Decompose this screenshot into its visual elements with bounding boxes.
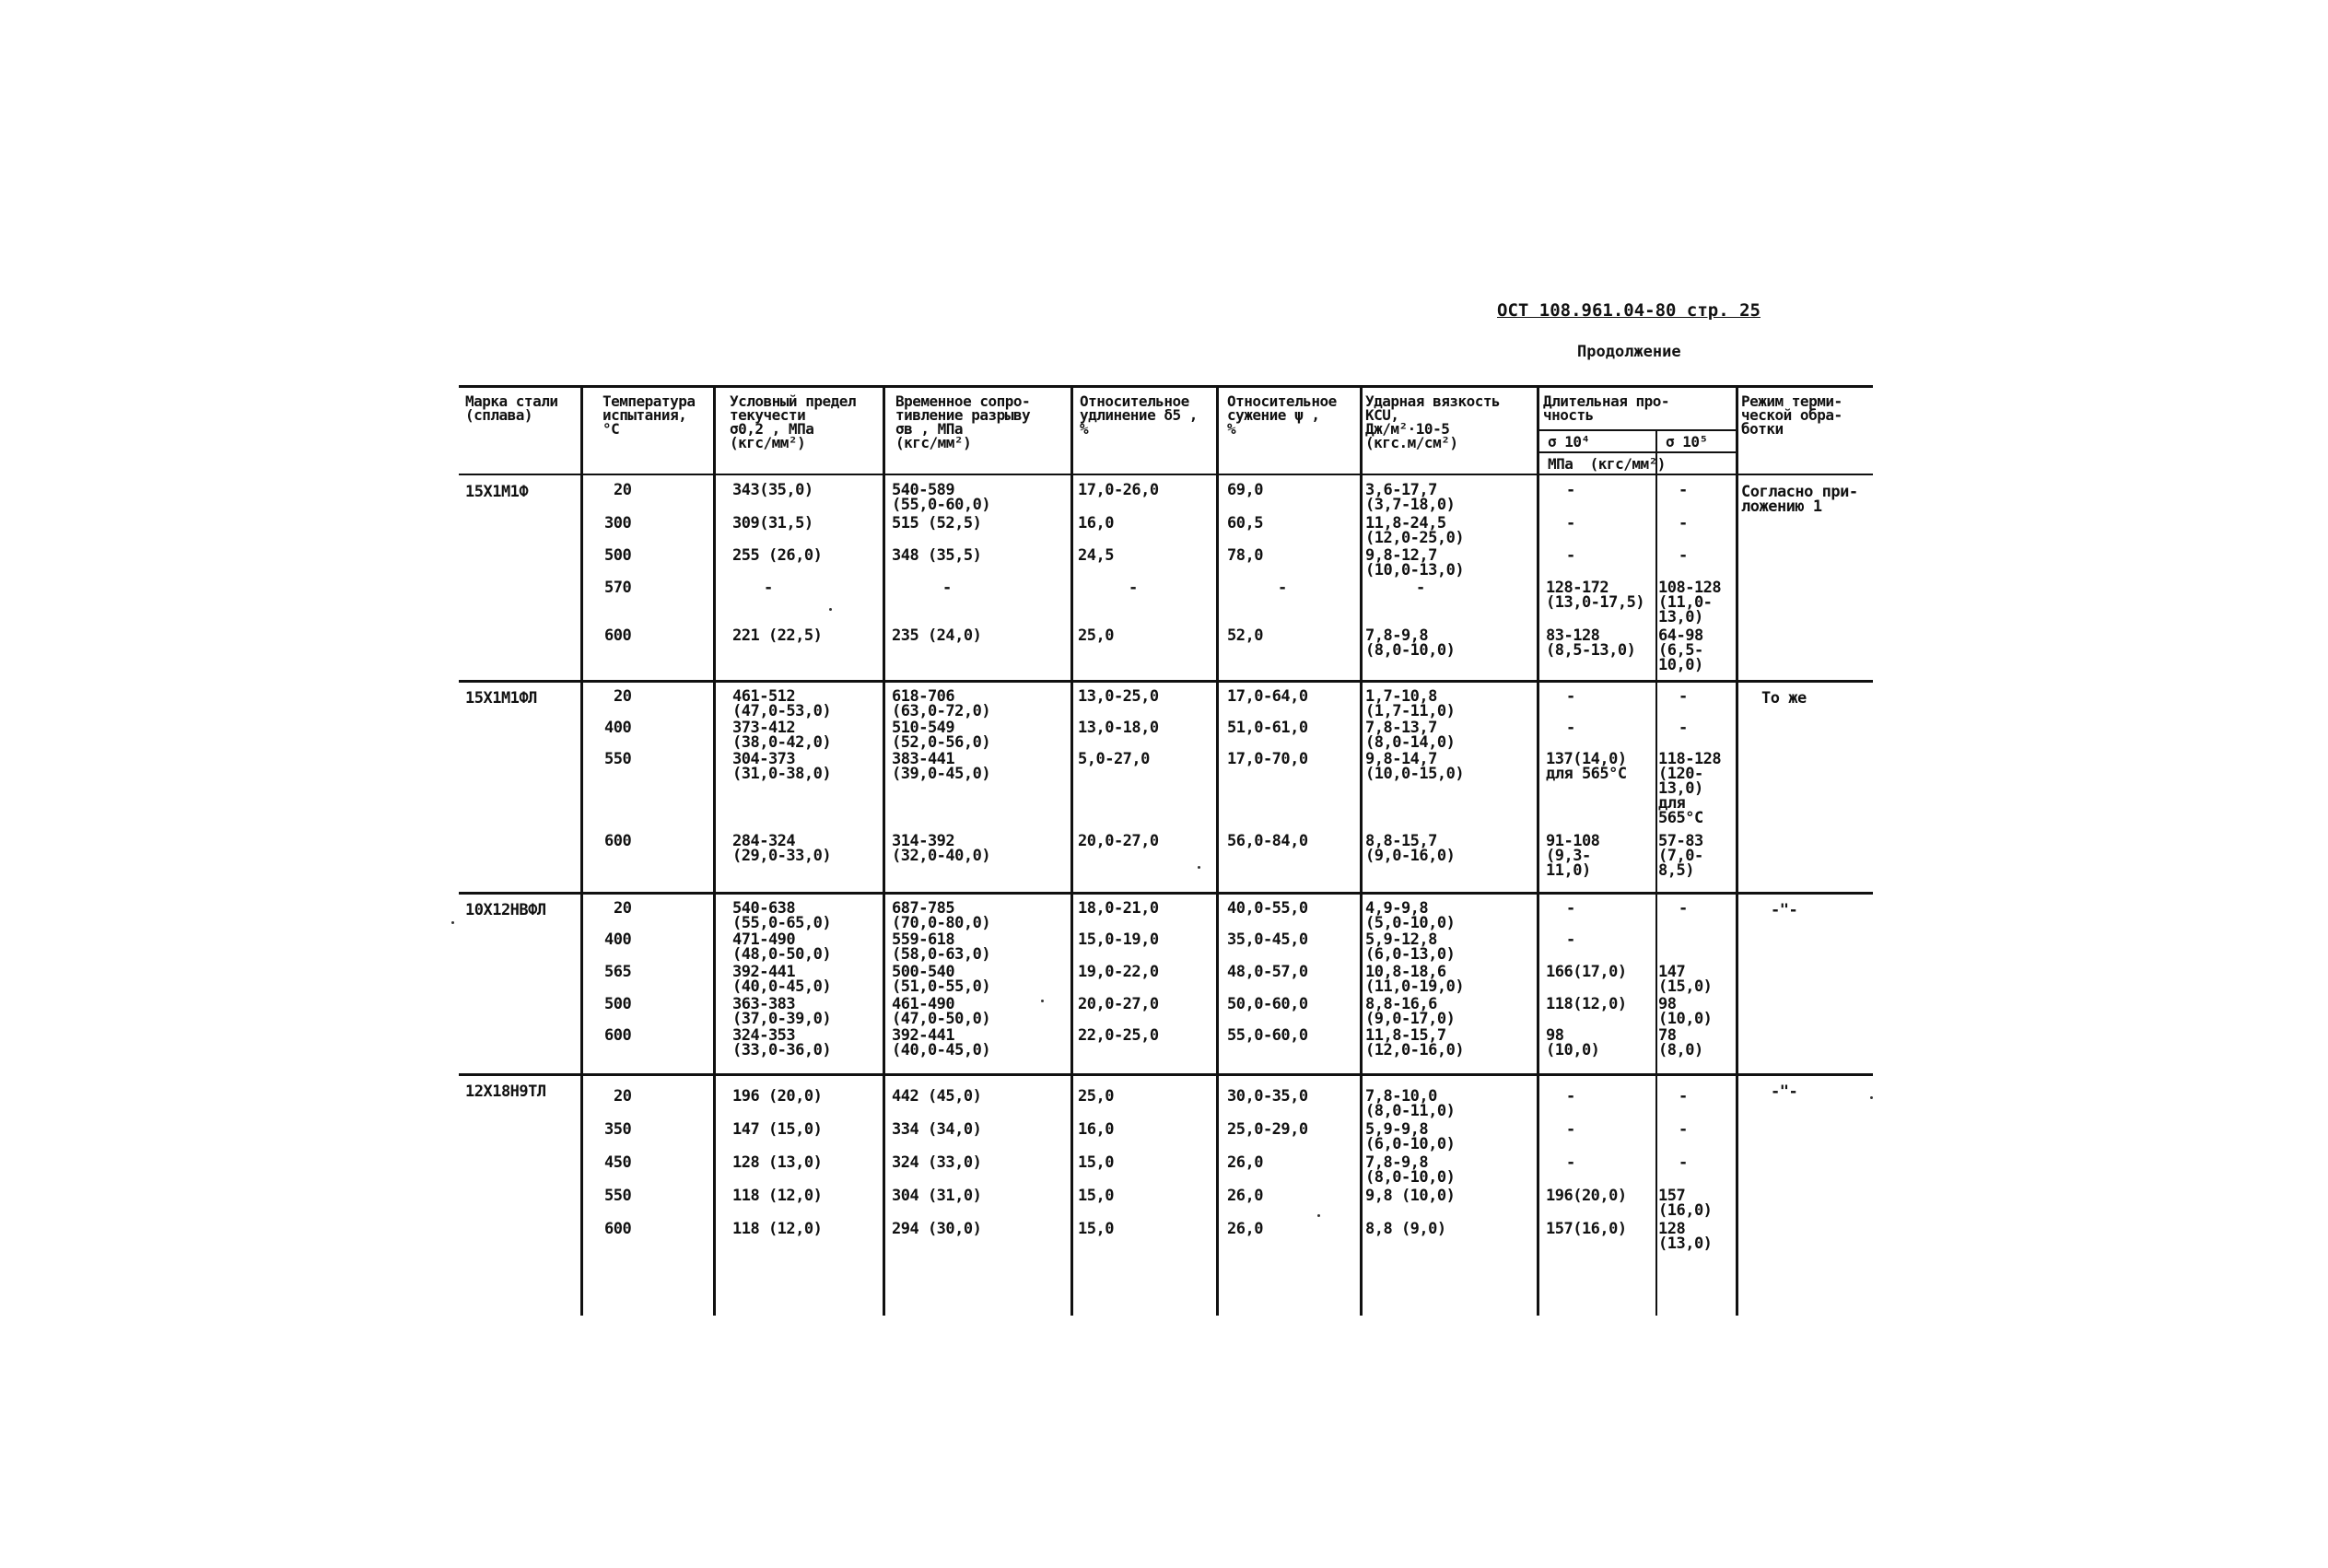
- longterm-strength-1e5: 108-128 (11,0- 13,0): [1658, 579, 1722, 626]
- header-impact: Ударная вязкость KCU, Дж/м²·10-5 (кгс.м/см²): [1365, 392, 1501, 451]
- longterm-strength-1e5: -: [1679, 1087, 1688, 1106]
- longterm-strength-1e4: -: [1566, 1120, 1575, 1139]
- header-grade: Марка стали (сплава): [465, 392, 558, 424]
- longterm-strength-1e4: -: [1566, 1087, 1575, 1106]
- steel-grade: 15Х1М1Ф: [465, 483, 529, 501]
- contraction: 52,0: [1227, 626, 1263, 645]
- header-temperature: Температура испытания, °С: [602, 392, 696, 438]
- longterm-strength-1e4: 166(17,0): [1546, 963, 1627, 981]
- impact-toughness: 8,8 (9,0): [1365, 1220, 1446, 1238]
- scan-speck: [1041, 1000, 1044, 1002]
- longterm-strength-1e5: 64-98 (6,5- 10,0): [1658, 626, 1703, 674]
- longterm-strength-1e5: 98 (10,0): [1658, 995, 1713, 1028]
- group-separator-1: [459, 680, 1873, 683]
- contraction: 48,0-57,0: [1227, 963, 1308, 981]
- elongation: 22,0-25,0: [1078, 1026, 1159, 1045]
- tensile-strength: 235 (24,0): [892, 626, 982, 645]
- contraction: 51,0-61,0: [1227, 719, 1308, 737]
- impact-toughness: 11,8-15,7 (12,0-16,0): [1365, 1026, 1465, 1059]
- test-temperature: 550: [604, 750, 632, 768]
- test-temperature: 20: [614, 687, 632, 706]
- steel-grade: 15Х1М1ФЛ: [465, 689, 537, 708]
- continuation-label: Продолжение: [1577, 343, 1681, 361]
- col-divider-heat: [1736, 385, 1738, 1316]
- longterm-strength-1e4: -: [1566, 719, 1575, 737]
- contraction: 78,0: [1227, 546, 1263, 565]
- col-divider-contr: [1216, 385, 1219, 1316]
- elongation: -: [1129, 579, 1138, 597]
- longterm-strength-1e5: 57-83 (7,0- 8,5): [1658, 832, 1703, 880]
- heat-treatment: -"-: [1771, 1082, 1798, 1101]
- impact-toughness: 8,8-15,7 (9,0-16,0): [1365, 832, 1456, 865]
- elongation: 13,0-18,0: [1078, 719, 1159, 737]
- elongation: 17,0-26,0: [1078, 481, 1159, 499]
- longterm-strength-1e4: 157(16,0): [1546, 1220, 1627, 1238]
- longterm-subheader-line-1: [1538, 429, 1737, 431]
- test-temperature: 600: [604, 626, 632, 645]
- test-temperature: 600: [604, 1220, 632, 1238]
- longterm-strength-1e4: -: [1566, 687, 1575, 706]
- tensile-strength: 392-441 (40,0-45,0): [892, 1026, 991, 1059]
- longterm-strength-1e5: -: [1679, 687, 1688, 706]
- elongation: 13,0-25,0: [1078, 687, 1159, 706]
- header-lt-units: МПа (кгс/мм²): [1548, 455, 1666, 473]
- longterm-strength-1e4: 137(14,0) для 565°С: [1546, 750, 1627, 783]
- scan-speck: [451, 921, 454, 924]
- longterm-strength-1e5: 128 (13,0): [1658, 1220, 1713, 1253]
- header-bottom-border: [459, 474, 1873, 475]
- scan-speck: [1198, 866, 1200, 869]
- test-temperature: 500: [604, 995, 632, 1013]
- yield-strength: 309(31,5): [732, 514, 813, 532]
- longterm-strength-1e5: 78 (8,0): [1658, 1026, 1703, 1059]
- tensile-strength: 515 (52,5): [892, 514, 982, 532]
- yield-strength: 324-353 (33,0-36,0): [732, 1026, 832, 1059]
- longterm-strength-1e5: -: [1679, 1120, 1688, 1139]
- longterm-strength-1e4: -: [1566, 481, 1575, 499]
- test-temperature: 20: [614, 481, 632, 499]
- longterm-strength-1e5: -: [1679, 546, 1688, 565]
- tensile-strength: 687-785 (70,0-80,0): [892, 899, 991, 932]
- longterm-strength-1e4: -: [1566, 899, 1575, 918]
- longterm-subcolumn-divider: [1655, 429, 1657, 451]
- impact-toughness: 10,8-18,6 (11,0-19,0): [1365, 963, 1465, 996]
- yield-strength: 540-638 (55,0-65,0): [732, 899, 832, 932]
- impact-toughness: 9,8-12,7 (10,0-13,0): [1365, 546, 1465, 579]
- yield-strength: 118 (12,0): [732, 1187, 823, 1205]
- header-elongation: Относительное удлинение δ5 , %: [1080, 392, 1198, 438]
- yield-strength: -: [764, 579, 773, 597]
- contraction: 26,0: [1227, 1187, 1263, 1205]
- contraction: 17,0-64,0: [1227, 687, 1308, 706]
- yield-strength: 284-324 (29,0-33,0): [732, 832, 832, 865]
- yield-strength: 343(35,0): [732, 481, 813, 499]
- elongation: 20,0-27,0: [1078, 995, 1159, 1013]
- impact-toughness: 7,8-9,8 (8,0-10,0): [1365, 626, 1456, 660]
- contraction: 30,0-35,0: [1227, 1087, 1308, 1106]
- steel-grade: 12Х18Н9ТЛ: [465, 1082, 546, 1101]
- longterm-strength-1e5: 157 (16,0): [1658, 1187, 1713, 1220]
- elongation: 19,0-22,0: [1078, 963, 1159, 981]
- longterm-strength-1e5: 147 (15,0): [1658, 963, 1713, 996]
- elongation: 24,5: [1078, 546, 1114, 565]
- contraction: 55,0-60,0: [1227, 1026, 1308, 1045]
- col-divider-tensile: [883, 385, 885, 1316]
- impact-toughness: 5,9-9,8 (6,0-10,0): [1365, 1120, 1456, 1153]
- elongation: 25,0: [1078, 1087, 1114, 1106]
- impact-toughness: 9,8 (10,0): [1365, 1187, 1456, 1205]
- tensile-strength: 618-706 (63,0-72,0): [892, 687, 991, 720]
- longterm-strength-1e4: 98 (10,0): [1546, 1026, 1600, 1059]
- yield-strength: 373-412 (38,0-42,0): [732, 719, 832, 752]
- yield-strength: 304-373 (31,0-38,0): [732, 750, 832, 783]
- elongation: 20,0-27,0: [1078, 832, 1159, 850]
- longterm-strength-1e5: 118-128 (120- 13,0) для 565°С: [1658, 750, 1722, 827]
- col-divider-elong: [1070, 385, 1073, 1316]
- tensile-strength: 294 (30,0): [892, 1220, 982, 1238]
- tensile-strength: 304 (31,0): [892, 1187, 982, 1205]
- header-longterm: Длительная про- чность: [1543, 392, 1669, 424]
- test-temperature: 20: [614, 1087, 632, 1106]
- impact-toughness: 7,8-13,7 (8,0-14,0): [1365, 719, 1456, 752]
- impact-toughness: 5,9-12,8 (6,0-13,0): [1365, 930, 1456, 964]
- tensile-strength: 559-618 (58,0-63,0): [892, 930, 991, 964]
- contraction: 26,0: [1227, 1153, 1263, 1172]
- impact-toughness: 11,8-24,5 (12,0-25,0): [1365, 514, 1465, 547]
- yield-strength: 221 (22,5): [732, 626, 823, 645]
- col-divider-longterm: [1537, 385, 1539, 1316]
- longterm-strength-1e4: -: [1566, 1153, 1575, 1172]
- scan-speck: [829, 608, 832, 611]
- yield-strength: 392-441 (40,0-45,0): [732, 963, 832, 996]
- heat-treatment: Согласно при- ложению 1: [1741, 483, 1858, 516]
- impact-toughness: 1,7-10,8 (1,7-11,0): [1365, 687, 1456, 720]
- contraction: 26,0: [1227, 1220, 1263, 1238]
- impact-toughness: 7,8-10,0 (8,0-11,0): [1365, 1087, 1456, 1120]
- tensile-strength: 510-549 (52,0-56,0): [892, 719, 991, 752]
- yield-strength: 255 (26,0): [732, 546, 823, 565]
- elongation: 18,0-21,0: [1078, 899, 1159, 918]
- elongation: 25,0: [1078, 626, 1114, 645]
- longterm-strength-1e4: 128-172 (13,0-17,5): [1546, 579, 1645, 612]
- tensile-strength: 461-490 (47,0-50,0): [892, 995, 991, 1028]
- contraction: 69,0: [1227, 481, 1263, 499]
- test-temperature: 450: [604, 1153, 632, 1172]
- contraction: 17,0-70,0: [1227, 750, 1308, 768]
- header-heat-treatment: Режим терми- ческой обра- ботки: [1741, 392, 1843, 438]
- contraction: 25,0-29,0: [1227, 1120, 1308, 1139]
- yield-strength: 471-490 (48,0-50,0): [732, 930, 832, 964]
- test-temperature: 500: [604, 546, 632, 565]
- tensile-strength: 334 (34,0): [892, 1120, 982, 1139]
- longterm-strength-1e4: 196(20,0): [1546, 1187, 1627, 1205]
- heat-treatment: То же: [1761, 689, 1807, 708]
- longterm-strength-1e4: -: [1566, 930, 1575, 949]
- longterm-strength-1e5: -: [1679, 481, 1688, 499]
- longterm-strength-1e5: -: [1679, 514, 1688, 532]
- header-yield-strength: Условный предел текучести σ0,2 , МПа (кгс/мм²): [730, 392, 856, 451]
- elongation: 15,0: [1078, 1220, 1114, 1238]
- group-separator-3: [459, 1073, 1873, 1076]
- tensile-strength: 348 (35,5): [892, 546, 982, 565]
- yield-strength: 461-512 (47,0-53,0): [732, 687, 832, 720]
- scan-speck: [1317, 1214, 1320, 1217]
- elongation: 16,0: [1078, 1120, 1114, 1139]
- longterm-strength-1e5: -: [1679, 899, 1688, 918]
- test-temperature: 600: [604, 832, 632, 850]
- scan-speck: [1870, 1096, 1873, 1099]
- elongation: 15,0-19,0: [1078, 930, 1159, 949]
- contraction: 60,5: [1227, 514, 1263, 532]
- longterm-strength-1e5: -: [1679, 1153, 1688, 1172]
- contraction: 35,0-45,0: [1227, 930, 1308, 949]
- group-separator-2: [459, 892, 1873, 895]
- tensile-strength: 383-441 (39,0-45,0): [892, 750, 991, 783]
- col-divider-impact: [1360, 385, 1363, 1316]
- tensile-strength: -: [942, 579, 952, 597]
- longterm-strength-1e4: -: [1566, 546, 1575, 565]
- longterm-strength-1e4: 83-128 (8,5-13,0): [1546, 626, 1636, 660]
- tensile-strength: 540-589 (55,0-60,0): [892, 481, 991, 514]
- test-temperature: 300: [604, 514, 632, 532]
- table-top-border: [459, 385, 1873, 388]
- longterm-strength-1e4: 118(12,0): [1546, 995, 1627, 1013]
- longterm-strength-1e4: 91-108 (9,3- 11,0): [1546, 832, 1600, 880]
- tensile-strength: 500-540 (51,0-55,0): [892, 963, 991, 996]
- elongation: 16,0: [1078, 514, 1114, 532]
- steel-grade: 10Х12НВФЛ: [465, 901, 546, 919]
- yield-strength: 147 (15,0): [732, 1120, 823, 1139]
- tensile-strength: 314-392 (32,0-40,0): [892, 832, 991, 865]
- longterm-strength-1e4: -: [1566, 514, 1575, 532]
- test-temperature: 550: [604, 1187, 632, 1205]
- header-contraction: Относительное сужение ψ , %: [1227, 392, 1337, 438]
- col-divider-temp: [580, 385, 583, 1316]
- heat-treatment: -"-: [1771, 901, 1798, 919]
- elongation: 15,0: [1078, 1187, 1114, 1205]
- contraction: 50,0-60,0: [1227, 995, 1308, 1013]
- impact-toughness: 4,9-9,8 (5,0-10,0): [1365, 899, 1456, 932]
- yield-strength: 196 (20,0): [732, 1087, 823, 1106]
- elongation: 5,0-27,0: [1078, 750, 1150, 768]
- test-temperature: 400: [604, 719, 632, 737]
- contraction: 40,0-55,0: [1227, 899, 1308, 918]
- test-temperature: 600: [604, 1026, 632, 1045]
- test-temperature: 350: [604, 1120, 632, 1139]
- test-temperature: 565: [604, 963, 632, 981]
- longterm-strength-1e5: -: [1679, 719, 1688, 737]
- test-temperature: 400: [604, 930, 632, 949]
- impact-toughness: 7,8-9,8 (8,0-10,0): [1365, 1153, 1456, 1187]
- yield-strength: 128 (13,0): [732, 1153, 823, 1172]
- impact-toughness: 8,8-16,6 (9,0-17,0): [1365, 995, 1456, 1028]
- impact-toughness: 3,6-17,7 (3,7-18,0): [1365, 481, 1456, 514]
- contraction: 56,0-84,0: [1227, 832, 1308, 850]
- impact-toughness: -: [1416, 579, 1425, 597]
- test-temperature: 570: [604, 579, 632, 597]
- test-temperature: 20: [614, 899, 632, 918]
- header-lt-1e4: σ 10⁴: [1548, 433, 1590, 451]
- header-lt-1e5: σ 10⁵: [1666, 433, 1708, 451]
- contraction: -: [1278, 579, 1287, 597]
- longterm-subheader-line-2: [1538, 451, 1737, 453]
- tensile-strength: 324 (33,0): [892, 1153, 982, 1172]
- header-tensile-strength: Временное сопро- тивление разрыву σв , МПа (кгс/мм²): [895, 392, 1031, 451]
- yield-strength: 363-383 (37,0-39,0): [732, 995, 832, 1028]
- document-reference: ОСТ 108.961.04-80 стр. 25: [1497, 300, 1761, 321]
- yield-strength: 118 (12,0): [732, 1220, 823, 1238]
- col-divider-lt5: [1655, 451, 1657, 1316]
- tensile-strength: 442 (45,0): [892, 1087, 982, 1106]
- impact-toughness: 9,8-14,7 (10,0-15,0): [1365, 750, 1465, 783]
- elongation: 15,0: [1078, 1153, 1114, 1172]
- col-divider-yield: [713, 385, 716, 1316]
